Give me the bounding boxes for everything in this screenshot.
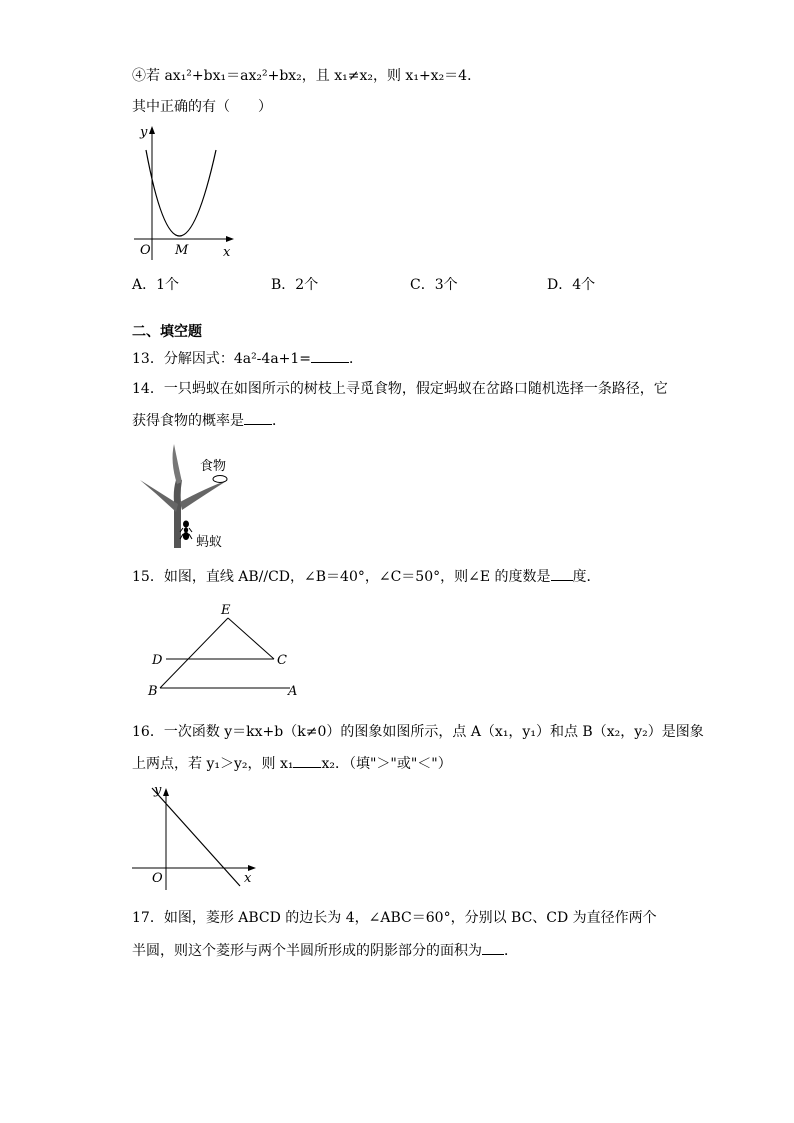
q14-line2: [132, 410, 286, 431]
q17-line1: 17．如图，菱形 ABCD 的边长为 4，∠ABC＝60°，分别以 BC、CD 为直径作两个: [132, 910, 657, 926]
point-a-label: A: [288, 684, 298, 699]
q14-answer-blank[interactable]: [244, 410, 272, 425]
ant-label: 蚂蚁: [196, 535, 223, 550]
choice-a[interactable]: A．1个: [132, 277, 180, 293]
q16-text-end: x₂．（填"＞"或"＜"）: [321, 756, 452, 772]
q12-parabola-graph: [130, 122, 240, 264]
q16-answer-blank[interactable]: [293, 753, 321, 768]
q13: [132, 348, 363, 369]
q14-text: 获得食物的概率是: [132, 413, 244, 429]
choice-d[interactable]: D．4个: [547, 277, 596, 293]
top-branch: [173, 444, 182, 484]
point-b-label: B: [148, 684, 158, 699]
q12-statement-4: ④若 ax₁²+bx₁＝ax₂²+bx₂，且 x₁≠x₂，则 x₁+x₂＝4．: [132, 68, 482, 84]
q16-linear-graph: [130, 782, 260, 892]
q17-line2: [132, 940, 518, 961]
left-branch: [140, 480, 178, 512]
q13-answer-blank[interactable]: [311, 348, 349, 363]
origin-label: O: [152, 871, 163, 886]
parabola-curve: [146, 150, 216, 236]
food-label: 食物: [200, 459, 227, 474]
choice-b[interactable]: B．2个: [271, 277, 319, 293]
q13-text-end: ．: [349, 351, 364, 367]
segment-be: [160, 618, 228, 688]
q17-text-end: ．: [504, 943, 518, 959]
choice-c[interactable]: C．3个: [410, 277, 458, 293]
q16-line1: 16．一次函数 y＝kx+b（k≠0）的图象如图所示，点 A（x₁，y₁）和点 B（x₂，y₂）是图象: [132, 724, 704, 740]
ant-icon: [180, 521, 192, 541]
y-axis-label: y: [154, 783, 162, 798]
q15-text-end: 度．: [572, 569, 601, 585]
q15-answer-blank[interactable]: [551, 566, 573, 581]
point-c-label: C: [277, 653, 287, 668]
y-axis-label: y: [140, 125, 148, 140]
q15: [132, 566, 601, 587]
vertex-label: M: [175, 243, 189, 258]
q16-text: 上两点，若 y₁＞y₂，则 x₁: [132, 756, 294, 772]
q14-text-end: ．: [272, 413, 286, 429]
food-icon: [213, 476, 227, 483]
right-branch: [180, 480, 228, 510]
function-line: [152, 788, 240, 886]
section-title: 二、填空题: [132, 324, 202, 340]
q14-line1: 14．一只蚂蚁在如图所示的树枝上寻觅食物，假定蚂蚁在岔路口随机选择一条路径，它: [132, 381, 668, 397]
q14-tree-figure: [136, 440, 246, 552]
x-axis-label: x: [244, 871, 252, 886]
q12-prompt: 其中正确的有（ ）: [132, 99, 272, 115]
y-axis-arrow: [149, 126, 155, 134]
x-axis-arrow: [226, 236, 234, 242]
q15-parallel-lines-figure: [146, 600, 306, 700]
point-d-label: D: [152, 653, 163, 668]
segment-ec: [228, 618, 274, 659]
q17-answer-blank[interactable]: [482, 940, 504, 955]
q17-text: 半圆，则这个菱形与两个半圆所形成的阴影部分的面积为: [132, 943, 482, 959]
y-axis-arrow: [163, 788, 169, 796]
origin-label: O: [140, 243, 151, 258]
point-e-label: E: [221, 603, 231, 618]
q15-text: 15．如图，直线 AB//CD，∠B＝40°，∠C＝50°，则∠E 的度数是: [132, 569, 551, 585]
q13-text: 13．分解因式：4a²-4a+1=: [132, 351, 312, 367]
x-axis-label: x: [223, 245, 231, 260]
q16-line2: [132, 753, 452, 774]
